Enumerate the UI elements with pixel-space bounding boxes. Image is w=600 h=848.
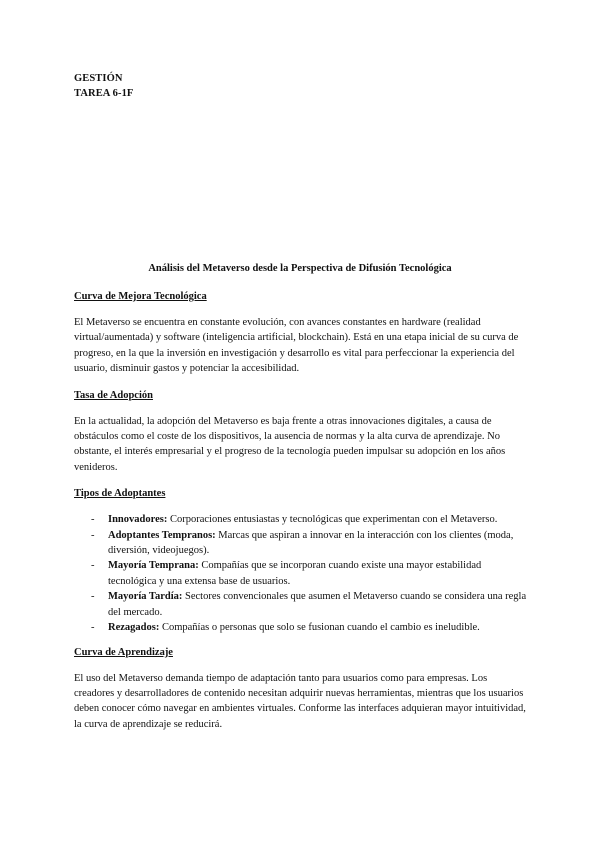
header-assignment: TAREA 6-1F bbox=[74, 88, 134, 99]
section-heading: Curva de Mejora Tecnológica bbox=[74, 291, 207, 302]
list-dash: - bbox=[91, 560, 95, 572]
list-item-desc: Compañías que se incorporan cuando existe una mayor estabilidad tecnológica y una extensa base de usuarios. bbox=[108, 560, 482, 587]
list-item-desc: Marcas que aspiran a innovar en la interacción con los clientes (moda, diversión, videojuegos). bbox=[108, 529, 514, 557]
section-curva-mejora bbox=[74, 289, 529, 377]
list-item bbox=[74, 620, 529, 635]
document-title: Análisis del Metaverso desde la Perspectiva de Difusión Tecnológica bbox=[148, 263, 452, 274]
section-tipos-adoptantes bbox=[74, 486, 529, 635]
header-subject: GESTIÓN bbox=[74, 73, 123, 84]
list-item-term: Adoptantes Tempranos: bbox=[108, 529, 216, 541]
list-dash: - bbox=[91, 622, 95, 634]
section-paragraph: El Metaverso se encuentra en constante evolución, con avances constantes en hardware (realidad virtual/aumentada) y software (inteligencia artificial, blockchain). Está en una etapa inicial de su curva de progreso, en la que la inversión en investigación y desarrollo es vital para perfeccionar la experiencia del usuario, disminuir gastos y potenciar la accesibilidad. bbox=[74, 317, 519, 375]
section-paragraph: El uso del Metaverso demanda tiempo de adaptación tanto para usuarios como para empresas. Los creadores y desarrolladores de contenido necesitan adquirir nuevas herramientas, mientras que los usuarios deben conocer cómo navegar en ambientes virtuales. Conforme las interfaces adquieran mayor intuitividad, la curva de aprendizaje se reducirá. bbox=[74, 672, 526, 730]
document-header bbox=[74, 71, 133, 101]
list-dash: - bbox=[91, 591, 95, 603]
list-item-desc: Compañías o personas que solo se fusionan cuando el cambio es ineludible. bbox=[159, 622, 480, 634]
section-heading: Tasa de Adopción bbox=[74, 389, 153, 401]
document-body bbox=[74, 289, 529, 743]
list-item-term: Mayoría Temprana: bbox=[108, 560, 199, 572]
list-dash: - bbox=[91, 514, 95, 526]
list-dash: - bbox=[91, 529, 95, 541]
list-item-term: Mayoría Tardía: bbox=[108, 591, 183, 603]
list-item bbox=[74, 512, 529, 527]
adopters-list bbox=[74, 512, 529, 635]
section-paragraph: En la actualidad, la adopción del Metaverso es baja frente a otras innovaciones digitales, a causa de obstáculos como el coste de los dispositivos, la ausencia de normas y la alta curva de aprendizaje. No obstante, el interés empresarial y el progreso de la tecnología pueden impulsar su adopción en los años venideros. bbox=[74, 415, 506, 473]
list-item bbox=[74, 589, 529, 620]
list-item bbox=[74, 528, 529, 559]
list-item bbox=[74, 558, 529, 589]
list-item-term: Innovadores: bbox=[108, 514, 168, 526]
section-heading: Curva de Aprendizaje bbox=[74, 646, 173, 658]
list-item-term: Rezagados: bbox=[108, 622, 160, 634]
section-tasa-adopcion bbox=[74, 388, 529, 476]
section-heading: Tipos de Adoptantes bbox=[74, 488, 166, 500]
list-item-desc: Sectores convencionales que asumen el Metaverso cuando se considera una regla del mercado. bbox=[108, 591, 527, 618]
list-item-desc: Corporaciones entusiastas y tecnológicas que experimentan con el Metaverso. bbox=[167, 514, 498, 526]
section-curva-aprendizaje bbox=[74, 645, 529, 733]
